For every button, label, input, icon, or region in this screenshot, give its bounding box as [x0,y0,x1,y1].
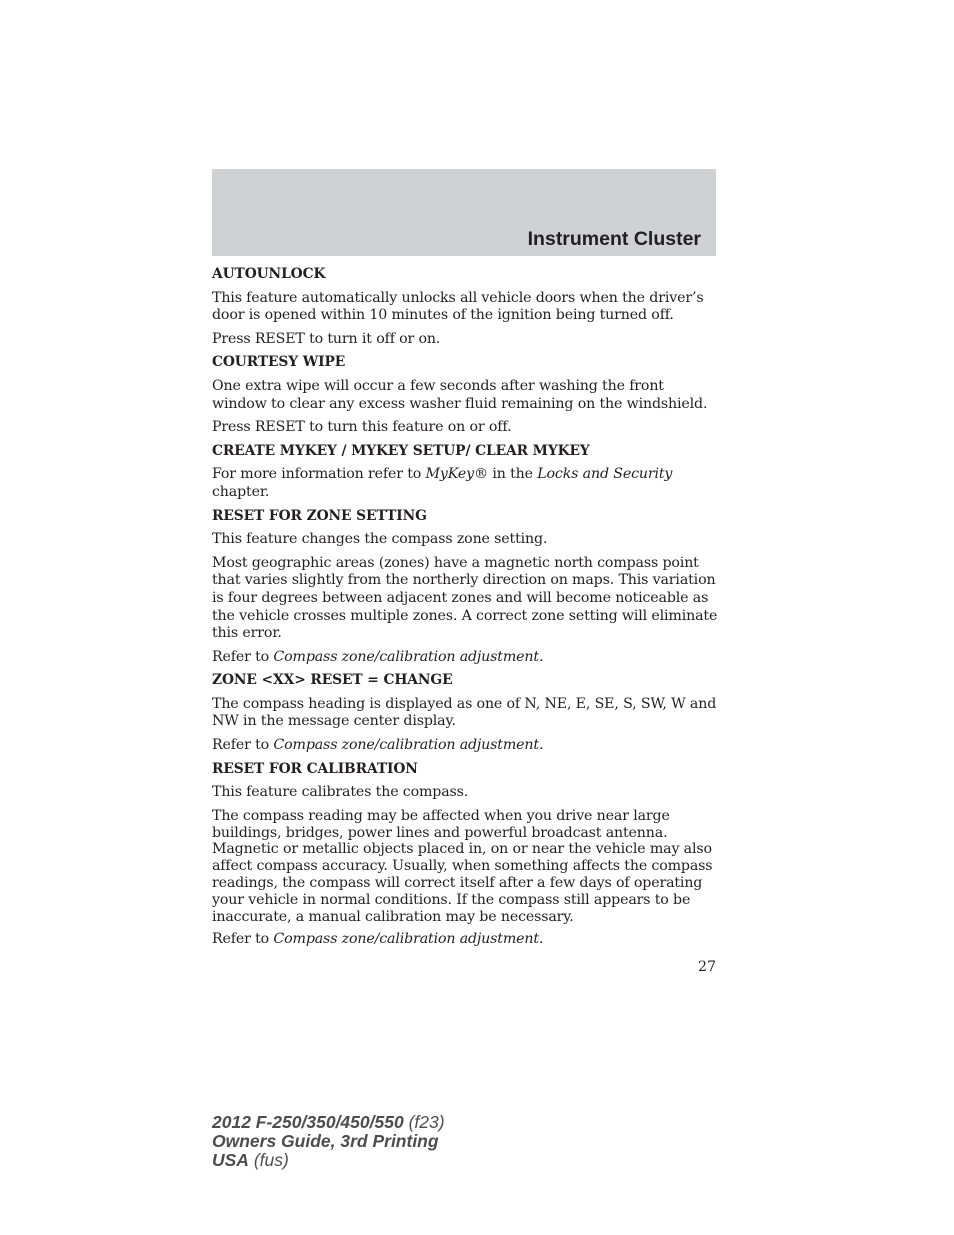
autounlock-instruction: Press RESET to turn it off or on. [212,330,441,347]
footer-market-code: (fus) [248,1150,289,1170]
mykey-reference [212,466,718,501]
mykey-ref-middle: in the [488,466,538,483]
calibration-refer-link: Compass zone/calibration adjustment. [273,931,544,948]
heading-courtesy-wipe: COURTESY WIPE [212,354,346,371]
footer-model-code: (f23) [403,1112,445,1132]
footer-model: 2012 F-250/350/450/550 [212,1112,404,1132]
footer-market-line [212,1151,445,1170]
zone-setting-description: This feature changes the compass zone setting. [212,531,548,548]
heading-calibration: RESET FOR CALIBRATION [212,760,418,777]
zone-change-reference [212,737,718,755]
calibration-reference [212,931,718,949]
footer-guide-line: Owners Guide, 3rd Printing [212,1131,439,1151]
heading-autounlock: AUTOUNLOCK [212,266,326,282]
zone-setting-explanation: Most geographic areas (zones) have a magnetic north compass point that varies slightly from the northerly direction on maps. This variation is four degrees between adjacent zones and will become noticeable as the vehicle crosses multiple zones. A correct zone setting will eliminate this error. [212,554,718,642]
zone-setting-reference [212,649,718,667]
locks-security-ref-link: Locks and Security [537,466,673,483]
footer-model-line [212,1113,445,1132]
section-title: Instrument Cluster [527,228,701,250]
zone-change-refer-link: Compass zone/calibration adjustment. [273,737,544,754]
page-number: 27 [697,959,716,975]
footer-market: USA [212,1150,249,1170]
calibration-refer-prefix: Refer to [212,931,274,948]
courtesy-wipe-instruction: Press RESET to turn this feature on or off. [212,419,512,436]
zone-setting-refer-link: Compass zone/calibration adjustment. [273,648,544,665]
heading-mykey: CREATE MYKEY / MYKEY SETUP/ CLEAR MYKEY [212,442,590,459]
zone-setting-refer-prefix: Refer to [212,648,274,665]
heading-zone-setting: RESET FOR ZONE SETTING [212,507,427,524]
mykey-ref-prefix: For more information refer to [212,466,426,483]
zone-change-refer-prefix: Refer to [212,737,274,754]
heading-zone-change: ZONE <XX> RESET = CHANGE [212,672,453,689]
mykey-ref-link: MyKey® [425,466,489,483]
mykey-ref-suffix: chapter. [212,483,270,500]
autounlock-description: This feature automatically unlocks all vehicle doors when the driver’s door is opened within 10 minutes of the ignition being turned off. [212,289,704,324]
calibration-explanation: The compass reading may be affected when you drive near large buildings, bridges, power lines and powerful broadcast antenna. Magnetic or metallic objects placed in, on or near the vehicle may also affect compass accuracy. Usually, when something affects the compass readings, the compass will correct itself after a few days of operating your vehicle in normal conditions. If the compass still appears to be inaccurate, a manual calibration may be necessary. [212,807,713,925]
courtesy-wipe-description: One extra wipe will occur a few seconds after washing the front window to clear any excess washer fluid remaining on the windshield. [212,377,708,412]
section-header-band [212,169,716,256]
zone-change-description: The compass heading is displayed as one of N, NE, E, SE, S, SW, W and NW in the message center display. [212,695,717,730]
document-footer [212,1113,445,1170]
page-content [212,266,718,955]
calibration-description: This feature calibrates the compass. [212,784,469,801]
